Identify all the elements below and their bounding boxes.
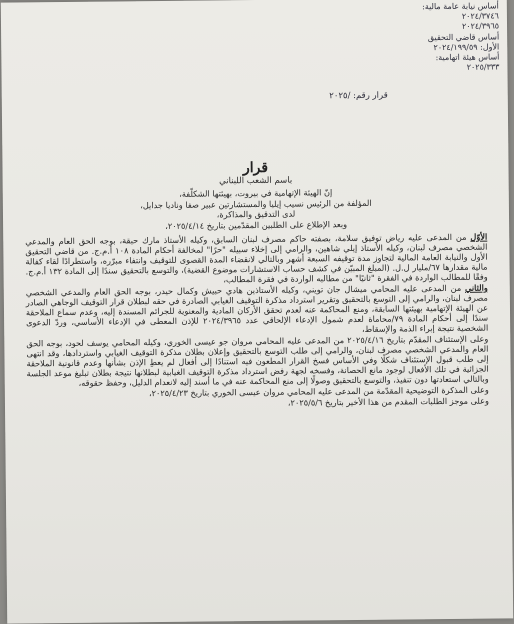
paragraph-text: من المدعى عليه المحامي ميشال جان تويني، وكيله الأستاذين هادي حبيش وكمال حيدر، بوجه الحق العام والمدعي الشخصي مصرف لبنان، والرامي إلى التوسع بالتحقيق وتقرير استرداد مذكرة التوقيف الغيابي الصادرة في حقه لبطلان قرار التوقيف الوجاهي الصادر عن الهيئة الإتهامية بهيئتها السابقة، ومنع المحاكمة عنه لعدم تحقق الأركان المادية والمعنوية للجرائم المسندة إليه، وعدم سماع الملاحقة سندًا إلى أحكام المادة ٧٩/محاماة لعدم شمول الإدعاء الإلحاقي عدد ٢٠٢٤/٣٩٦٥ للإذن المعطى في الإدعاء الأساسي، وردّ الدعوى الشخصية نتيجة إبراء الذمة والإسقاط، — [25, 282, 489, 335]
intro-line: وبعد الإطلاع على الطلبين المقدّمين بتاريخ ٢٠٢٥/٤/١٤، — [165, 218, 348, 231]
decision-body — [25, 232, 489, 411]
paragraph-text: من المدعى عليه رياض توفيق سلامة، بصفته حاكم مصرف لبنان السابق، وكيله الأستاذ مارك حبقة، بوجه الحق العام والمدعي الشخصي مصرف لبنان، وكيله الأستاذ إيلي شاهين، والرامي إلى إخلاء سبيله "حرًا" لمخالفة أحكام المادة ١٠٨ أ.م.ج. من قاضي التحقيق الأول والنيابة العامة المالية لتجاوز مدة توقيفه السبعة أشهر وبالتالي لانقضاء المدة القصوى للتوقيف وانتفاء مبرّره، واستطرادًا لقاء كفالة مالية مقدارها ٦٧/مليار ل.ل. (المبلغ المبيّن في كشف حساب الاستشارات موضوع القضية)، والتوسع بالتحقيق سندًا إلى المادة ١٣٢ أ.م.ج. وفقًا للمطالب الواردة في الفقرة "ثانيًا" من مطالبه الواردة في فقرة المطالب، — [25, 231, 488, 285]
paragraph-lead: والثاني — [464, 282, 488, 293]
paragraph-second-request — [26, 283, 489, 338]
intro-line: لدى التدقيق والمذاكرة، — [216, 208, 296, 220]
paragraph-first-request — [25, 232, 488, 287]
header-line: الأول: ٢٠٢٤/١٩٩/٥٩ — [433, 42, 500, 52]
paragraph-appeal: وعلى الإستئناف المقدّم بتاريخ ٢٠٢٥/٤/١٦ من المدعى عليه المحامي مروان جو عيسى الخوري، وكيله المحامي يوسف لحود، بوجه الحق العام والمدعي الشخصي مصرف لبنان، والرامي إلى طلب التوسع بالتحقيق وإعلان بطلان مذكرة التوقيف الغيابي واستردادها، وقد انتهى إلى طلب قبول الإستئناف شكلًا وفي الأساس فسخ القرار المطعون فيه استنادًا إلى أفعال لم يعطِ الإذن بشأنها وعدم قانونية الملاحقة الجزائية في تلك الأفعال لوجود مانع الحصانة، وفسخه لجهة رفض استرداد مذكرة التوقيف الغيابية لبطلانها نتيجة بطلان تبليغ موعد الجلسة وبالتالي استعادتها دون تنفيذ، والتوسع بالتحقيق وصولًا إلى منع المحاكمة عنه في ما أسند إليه لانعدام الدليل، وحفظ حقوقه، — [26, 333, 489, 389]
header-line: أساس هيئة اتهامية: — [435, 52, 500, 63]
decision-number-label: قرار رقم: — [353, 90, 388, 101]
paragraph-summary: وعلى موجز الطلبات المقدم من هذا الأخير بتاريخ ٢٠٢٥/٥/٦، — [287, 395, 490, 408]
header-line: ٢٠٢٤/٣٧٤٦ — [461, 11, 499, 22]
intro-line: المؤلفة من الرئيس نسيب إيليا والمستشارتين عبير صفا وناديا جدايل، — [140, 197, 372, 210]
decision-number — [329, 91, 388, 102]
document-title: قرار — [242, 159, 269, 177]
header-line: ٢٠٢٥/٣٣٣ — [466, 62, 500, 73]
document-page — [1, 0, 513, 624]
header-line: ٢٠٢٤/٣٩٦٥ — [461, 21, 500, 32]
intro-section — [73, 186, 439, 232]
header-line: أساس قاضي التحقيق — [427, 32, 500, 42]
decision-number-value: /٢٠٢٥ — [329, 91, 351, 102]
intro-line: إنّ الهيئة الإتهامية في بيروت، بهيئتها الشكلّفة، — [179, 187, 333, 199]
paragraph-lead: الأوّل — [470, 231, 488, 242]
header-line: أساس نيابة عامة مالية: — [422, 1, 499, 12]
document-subtitle: باسم الشعب اللبناني — [219, 175, 293, 187]
case-reference-block — [299, 1, 500, 75]
paragraph-memo: وعلى المذكرة التوضيحية المقدّمة من المدعى عليه المحامي مروان عيسى الخوري بتاريخ ٢٠٢٥/٤/٢٣، — [148, 384, 489, 399]
